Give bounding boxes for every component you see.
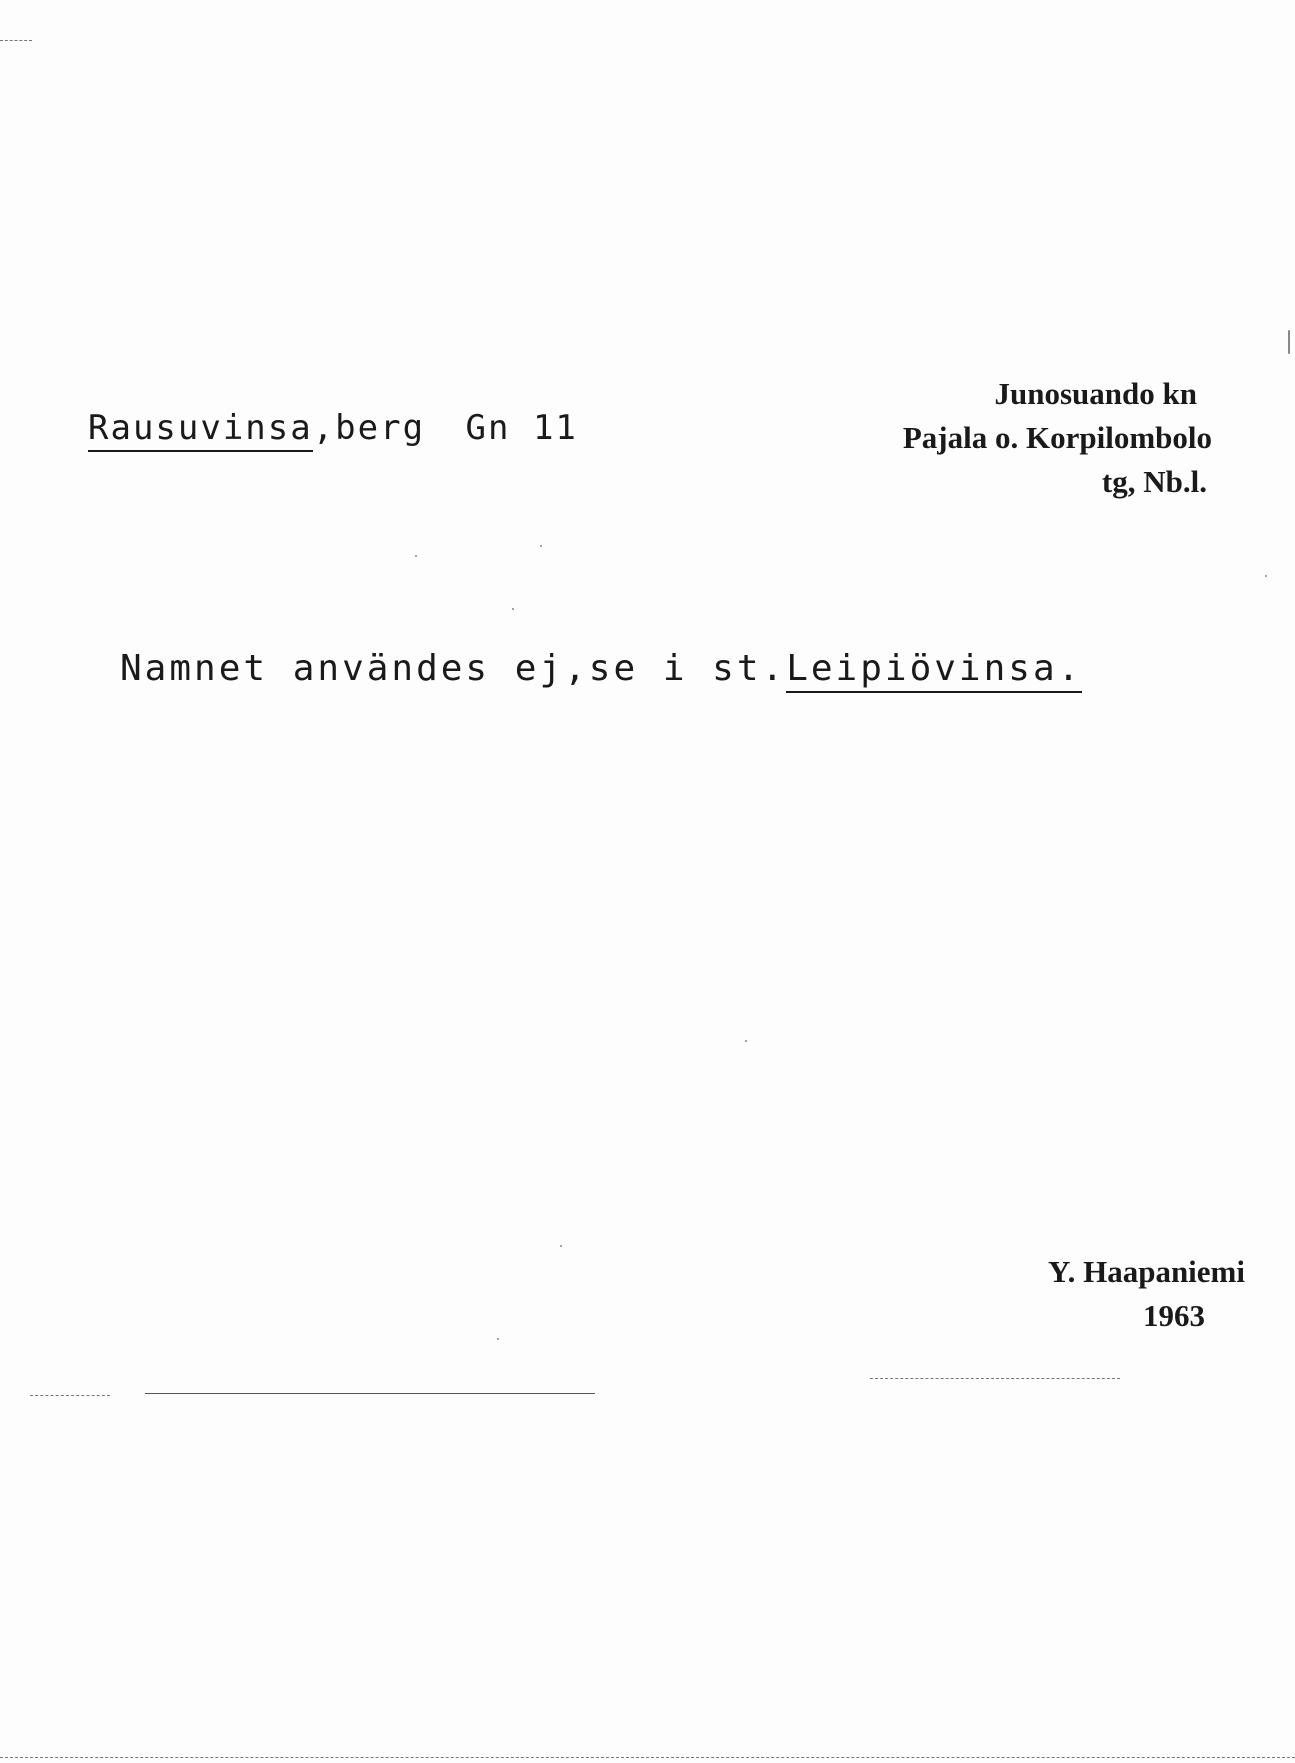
speck bbox=[1265, 575, 1267, 577]
headword: Rausuvinsa bbox=[88, 408, 313, 452]
note-reference: Leipiövinsa. bbox=[786, 648, 1082, 693]
card-bottom-rule-right bbox=[870, 1378, 1120, 1379]
note-line bbox=[120, 648, 1082, 689]
signature-name: Y. Haapaniemi bbox=[1048, 1254, 1245, 1289]
signature-block bbox=[850, 1250, 1250, 1338]
headword-suffix: ,berg bbox=[312, 408, 426, 448]
speck bbox=[1288, 330, 1290, 354]
location-line-3: tg, Nb.l. bbox=[1101, 464, 1207, 499]
signature-year: 1963 bbox=[1143, 1298, 1205, 1333]
headword-line bbox=[88, 408, 578, 448]
page-bottom-edge bbox=[0, 1757, 1295, 1758]
speck bbox=[512, 608, 514, 610]
map-reference: Gn 11 bbox=[465, 408, 578, 448]
speck bbox=[560, 1245, 562, 1247]
location-block bbox=[787, 372, 1247, 504]
speck bbox=[540, 545, 542, 547]
location-line-1: Junosuando kn bbox=[994, 376, 1197, 411]
card-bottom-rule bbox=[145, 1393, 595, 1394]
top-corner-mark bbox=[0, 40, 32, 41]
note-text: Namnet användes ej,se i st. bbox=[120, 648, 787, 689]
speck bbox=[745, 1040, 747, 1042]
location-line-2: Pajala o. Korpilombolo bbox=[902, 420, 1212, 455]
speck bbox=[415, 555, 417, 557]
speck bbox=[497, 1338, 499, 1340]
card-bottom-rule-dashed bbox=[30, 1395, 110, 1396]
